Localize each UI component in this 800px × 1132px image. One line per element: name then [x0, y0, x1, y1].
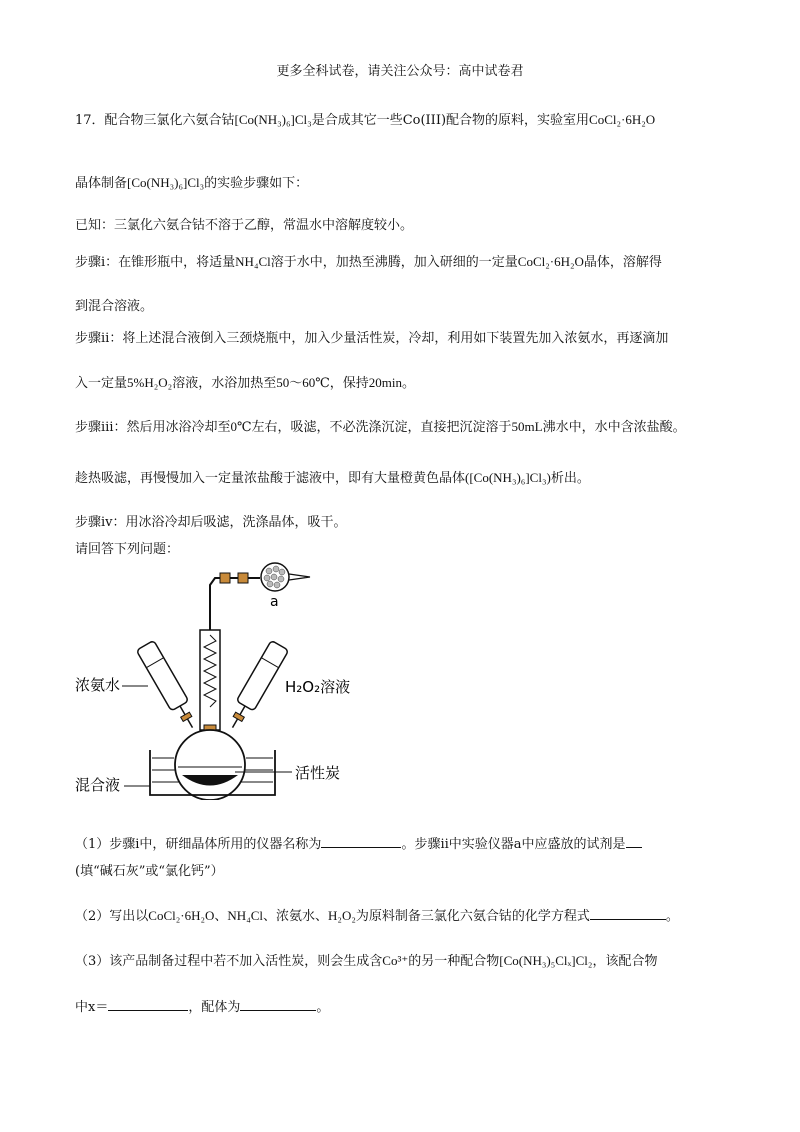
- text-span: ，该配合物: [592, 954, 658, 969]
- text-span: 、浓氨水、: [263, 909, 329, 924]
- known-info: 已知：三氯化六氨合钴不溶于乙醇，常温水中溶解度较小。: [75, 218, 414, 233]
- answer-blank[interactable]: [590, 907, 666, 920]
- question-middle: 是合成其它一些Co(III)配合物的原料，实验室用: [311, 113, 590, 128]
- prompt: 请回答下列问题：: [75, 542, 180, 557]
- text-span: 沸水中，水中含浓盐酸。: [542, 420, 686, 435]
- duration: 20min: [368, 375, 402, 390]
- peroxide-formula: 5%H₂O₂: [127, 375, 173, 390]
- volume: 50mL: [511, 419, 543, 434]
- text-span: 为原料制备三氯化六氨合钴的化学方程式: [355, 909, 590, 924]
- peroxide-formula: H₂O₂: [328, 908, 356, 923]
- answer1-line1: [75, 833, 642, 852]
- page-header-notice: 更多全科试卷，请关注公众号：高中试卷君: [276, 64, 524, 79]
- temperature: 0℃: [230, 419, 252, 434]
- complex-formula: [Co(NH₃)₆]Cl₃: [234, 112, 312, 127]
- temperature: 50～60℃: [276, 375, 330, 390]
- question-intro-line2: [75, 172, 308, 191]
- step3-line2: [75, 467, 590, 486]
- step4: 步骤ⅳ：用冰浴冷却后吸滤，洗涤晶体，吸干。: [75, 515, 347, 530]
- text-span: ，保持: [329, 376, 369, 391]
- text-span: 溶于水中，加热至沸腾，加入研细的一定量: [270, 255, 518, 270]
- answer-blank[interactable]: [108, 998, 188, 1011]
- text-span: 步骤ⅰ：在锥形瓶中，将适量: [75, 255, 236, 270]
- reagent-formula: CoCl₂·6H₂O: [148, 908, 215, 923]
- text-span: 。: [316, 1000, 330, 1015]
- text-span: （1）步骤ⅰ中，研细晶体所用的仪器名称为: [75, 837, 322, 852]
- text-span: （3）该产品制备过程中若不加入活性炭，则会生成含: [75, 954, 383, 969]
- answer1-line2: (填“碱石灰”或“氯化钙”）: [75, 864, 224, 879]
- answer3-line2: [75, 996, 329, 1015]
- text-span: 晶体制备: [75, 176, 128, 191]
- text-span: 中x＝: [75, 1000, 109, 1015]
- apparatus-figure: [70, 560, 390, 800]
- reagent-formula: CoCl₂·6H₂O: [589, 112, 656, 127]
- answer3-line1: [75, 950, 657, 969]
- text-span: 的实验步骤如下：: [204, 176, 309, 191]
- text-span: 趁热吸滤，再慢慢加入一定量浓盐酸于滤液中，即有大量橙黄色晶体: [75, 471, 466, 486]
- step2-line1: 步骤ⅱ：将上述混合液倒入三颈烧瓶中，加入少量活性炭，冷却，利用如下装置先加入浓氨水，再逐滴加: [75, 331, 669, 346]
- text-span: 。步骤ⅱ中实验仪器a中应盛放的试剂是: [401, 837, 626, 852]
- drying-tube-outlet: [289, 574, 310, 580]
- label-mixture: 混合液: [75, 776, 121, 794]
- text-span: 左右，吸滤，不必洗涤沉淀，直接把沉淀溶于: [251, 420, 512, 435]
- reagent-formula: CoCl₂·6H₂O: [517, 254, 584, 269]
- text-span: 。: [402, 376, 416, 391]
- answer-blank[interactable]: [626, 835, 642, 848]
- step3-line1: [75, 416, 686, 435]
- ion-formula: Co³⁺: [382, 953, 409, 968]
- text-span: 的另一种配合物: [408, 954, 500, 969]
- answer-blank[interactable]: [240, 998, 316, 1011]
- question-prefix: 17．配合物三氯化六氨合钴: [75, 113, 235, 128]
- answer2: [75, 905, 679, 924]
- text-span: 晶体，溶解得: [583, 255, 662, 270]
- complex-formula: [Co(NH₃)₅Clₓ]Cl₂: [499, 953, 593, 968]
- rubber-joint-icon: [220, 573, 230, 583]
- dropping-funnel-right-icon: [224, 640, 289, 732]
- label-ammonia: 浓氨水: [75, 676, 121, 694]
- question-intro-line1: [75, 109, 655, 128]
- salt-formula: NH₄Cl: [235, 254, 271, 269]
- complex-formula: [Co(NH₃)₆]Cl₃: [127, 175, 205, 190]
- rubber-joint-icon: [238, 573, 248, 583]
- text-span: 溶液，水浴加热至: [172, 376, 277, 391]
- text-span: 步骤ⅲ：然后用冰浴冷却至: [75, 420, 231, 435]
- step1-line2: 到混合溶液。: [75, 299, 154, 314]
- answer-blank[interactable]: [321, 835, 401, 848]
- label-a: a: [270, 594, 279, 610]
- label-carbon: 活性炭: [295, 764, 341, 782]
- salt-formula: NH₄Cl: [227, 908, 264, 923]
- text-span: 。: [665, 909, 679, 924]
- text-span: （2）写出以: [75, 909, 149, 924]
- label-peroxide: H₂O₂溶液: [285, 678, 351, 696]
- text-span: 析出。: [550, 471, 590, 486]
- step1-line1: [75, 251, 662, 270]
- product-formula: ([Co(NH₃)₆]Cl₃): [465, 470, 551, 485]
- text-span: 、: [214, 909, 228, 924]
- drying-tube-connector: [210, 578, 260, 630]
- text-span: 入一定量: [75, 376, 128, 391]
- text-span: ，配体为: [188, 1000, 241, 1015]
- three-neck-flask-icon: [175, 730, 245, 800]
- step2-line2: [75, 372, 415, 391]
